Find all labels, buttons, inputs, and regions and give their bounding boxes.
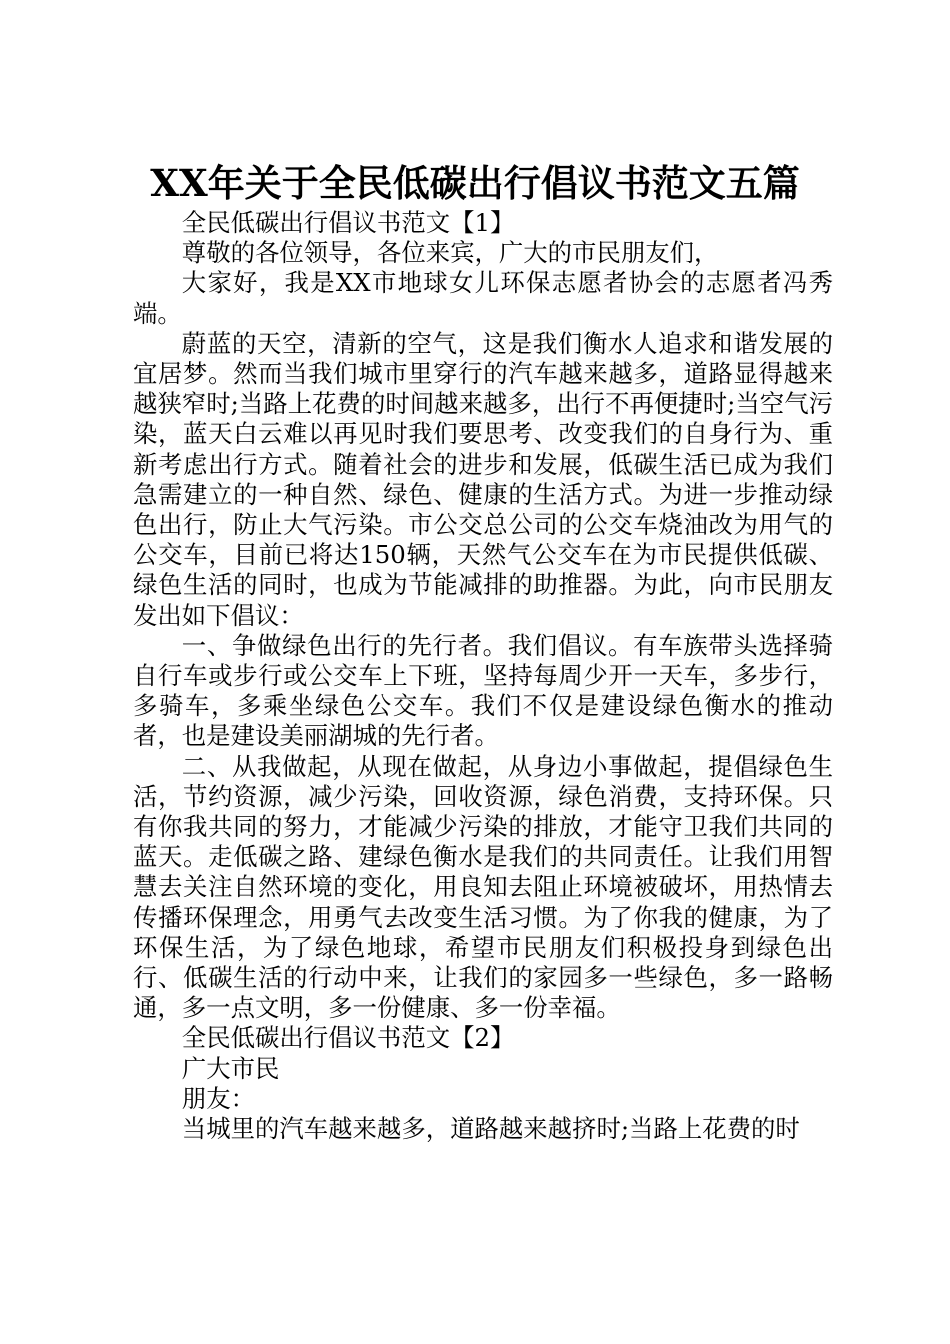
salutation-2b: 朋友： xyxy=(181,1083,255,1113)
section-heading-1: 全民低碳出行倡议书范文【1】 xyxy=(181,208,515,237)
document-title: XX年关于全民低碳出行倡议书范文五篇 xyxy=(150,161,800,205)
salutation-2a: 广大市民 xyxy=(181,1053,280,1083)
paragraph-proposal-2: 二、从我做起，从现在做起，从身边小事做起，提倡绿色生活，节约资源，减少污染，回收资源，绿色消费，支持环保。只有你我共同的努力，才能减少污染的排放，才能守卫我们共同的蓝天。走低碳之路、建绿色衡水是我们的共同责任。让我们用智慧去关注自然环境的变化，用良知去阻止环境被破坏，用热情去传播环保理念，用勇气去改变生活习惯。为了你我的健康，为了环保生活，为了绿色地球，希望市民朋友们积极投身到绿色出行、低碳生活的行动中来，让我们的家园多一些绿色，多一路畅通，多一点文明，多一份健康、多一份幸福。 xyxy=(133,751,833,1023)
paragraph-intro-2: 当城里的汽车越来越多，道路越来越挤时;当路上花费的时 xyxy=(181,1114,800,1144)
paragraph-greeting: 大家好，我是XX市地球女儿环保志愿者协会的志愿者冯秀端。 xyxy=(133,268,833,328)
section-heading-2: 全民低碳出行倡议书范文【2】 xyxy=(181,1023,515,1053)
paragraph-background: 蔚蓝的天空，清新的空气，这是我们衡水人追求和谐发展的宜居梦。然而当我们城市里穿行的汽车越来越多，道路显得越来越狭窄时;当路上花费的时间越来越多，出行不再便捷时;当空气污染，蓝天白云难以再见时我们要思考、改变我们的自身行为、重新考虑出行方式。随着社会的进步和发展，低碳生活已成为我们急需建立的一种自然、绿色、健康的生活方式。为进一步推动绿色出行，防止大气污染。市公交总公司的公交车烧油改为用气的公交车，目前已将达150辆，天然气公交车在为市民提供低碳、绿色生活的同时，也成为节能减排的助推器。为此，向市民朋友发出如下倡议： xyxy=(133,328,833,630)
paragraph-proposal-1: 一、争做绿色出行的先行者。我们倡议。有车族带头选择骑自行车或步行或公交车上下班，坚持每周少开一天车，多步行，多骑车，多乘坐绿色公交车。我们不仅是建设绿色衡水的推动者，也是建设美丽湖城的先行者。 xyxy=(133,630,833,751)
salutation: 尊敬的各位领导，各位来宾，广大的市民朋友们， xyxy=(181,238,719,268)
document-body xyxy=(133,208,833,1144)
